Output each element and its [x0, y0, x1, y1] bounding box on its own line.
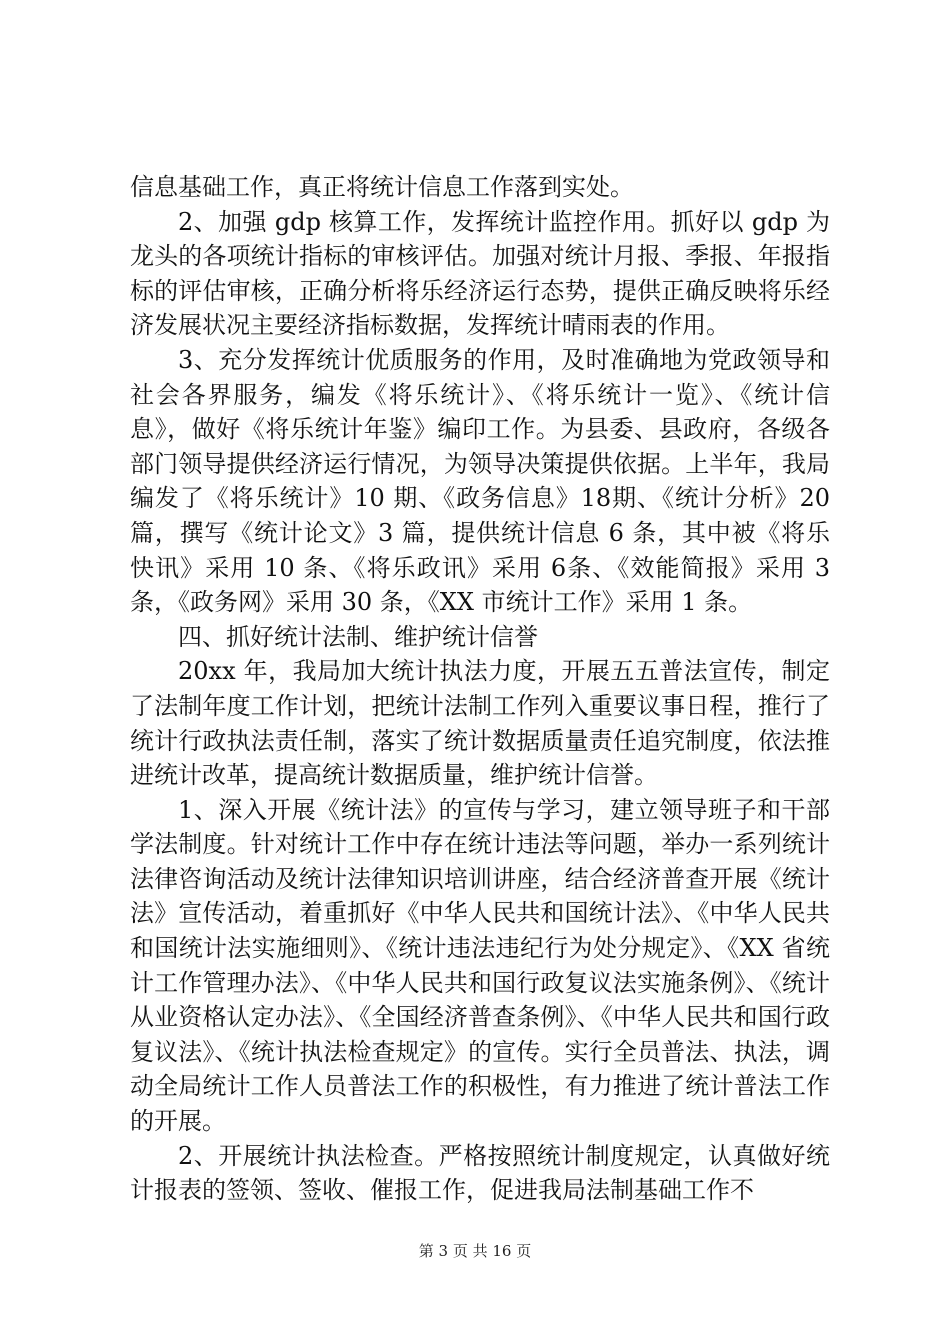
paragraph-gdp-accounting: 2、加强 gdp 核算工作，发挥统计监控作用。抓好以 gdp 为龙头的各项统计指标的审核评估。加强对统计月报、季报、年报指标的评估审核，正确分析将乐经济运行态势，提供正确反映将乐经济发展状况主要经济指标数据，发挥统计晴雨表的作用。 — [130, 207, 830, 340]
paragraph-statistical-services: 3、充分发挥统计优质服务的作用，及时准确地为党政领导和社会各界服务，编发《将乐统计》、《将乐统计一览》、《统计信息》，做好《将乐统计年鉴》编印工作。为县委、县政府，各级各部门领导提供经济运行情况，为领导决策提供依据。上半年，我局编发了《将乐统计》10 期、《政务信息》18期、《统计分析》20 篇，撰写《统计论文》3 篇，提供统计信息 6 条，其中被《将乐快讯》采用 10 条、《将乐政讯》采用 6条、《效能简报》采用 3 条，《政务网》采用 30 条，《XX 市统计工作》采用 1 条。 — [130, 345, 830, 617]
paragraph-law-study: 1、深入开展《统计法》的宣传与学习，建立领导班子和干部学法制度。针对统计工作中存在统计违法等问题，举办一系列统计法律咨询活动及统计法律知识培训讲座，结合经济普查开展《统计法》宣传活动，着重抓好《中华人民共和国统计法》、《中华人民共和国统计法实施细则》、《统计违法违纪行为处分规定》、《XX 省统计工作管理办法》、《中华人民共和国行政复议法实施条例》、《统计从业资格认定办法》、《全国经济普查条例》、《中华人民共和国行政复议法》、《统计执法检查规定》的宣传。实行全员普法、执法，调动全局统计工作人员普法工作的积极性，有力推进了统计普法工作的开展。 — [130, 795, 830, 1136]
paragraph-law-inspection: 2、开展统计执法检查。严格按照统计制度规定，认真做好统计报表的签领、签收、催报工作，促进我局法制基础工作不 — [130, 1141, 830, 1205]
section-heading-legal: 四、抓好统计法制、维护统计信誉 — [178, 622, 538, 651]
page-number-footer: 第 3 页 共 16 页 — [418, 1242, 532, 1260]
document-body — [130, 170, 830, 1208]
paragraph-continuation: 信息基础工作，真正将统计信息工作落到实处。 — [130, 173, 634, 201]
paragraph-law-enforcement: 20xx 年，我局加大统计执法力度，开展五五普法宣传，制定了法制年度工作计划，把统计法制工作列入重要议事日程，推行了统计行政执法责任制，落实了统计数据质量责任追究制度，依法推进统计改革，提高统计数据质量，维护统计信誉。 — [130, 657, 830, 790]
